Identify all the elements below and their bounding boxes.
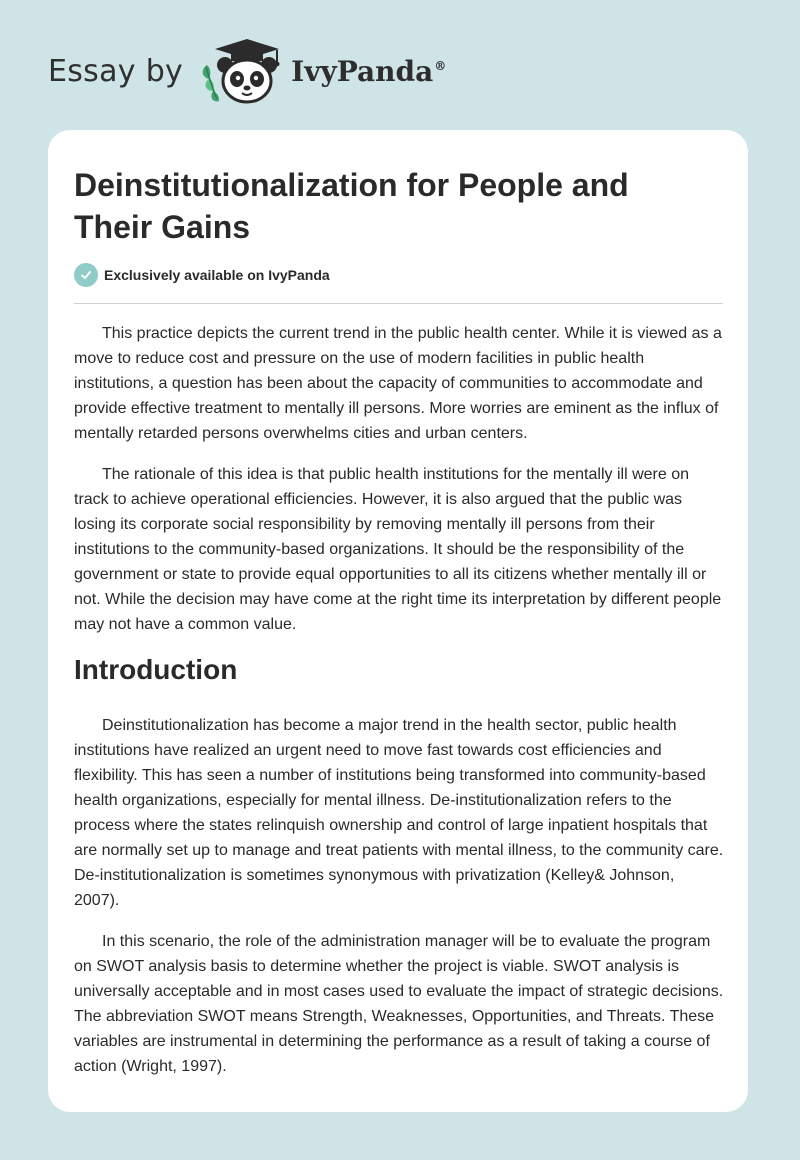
site-header (48, 36, 446, 106)
section-heading-introduction: Introduction (74, 654, 238, 685)
exclusive-label: Exclusively available on IvyPanda (104, 267, 330, 283)
essay-card (48, 130, 748, 1112)
paragraph: The rationale of this idea is that public health institutions for the mentally ill were on track to achieve operational efficiencies. However, it is also argued that the public was losing its corporate social responsibility by removing mentally ill persons from their institutions to the community-based organizations. It should be the responsibility of the government or state to provide equal opportunities to all its citizens whether mentally ill or not. While the decision may have come at the right time its interpretation by different people may not have a common value. (74, 466, 722, 633)
check-icon (74, 263, 98, 287)
paragraph: This practice depicts the current trend in the public health center. While it is viewed as a move to reduce cost and pressure on the use of modern facilities in public health institutions, a question has been about the capacity of communities to accommodate and provide effective treatment to mentally ill persons. More worries are eminent as the influx of mentally retarded persons overwhelms cities and urban centers. (74, 325, 722, 442)
essay-body (74, 321, 724, 1095)
page-title: Deinstitutionalization for People and Their Gains (74, 167, 629, 245)
divider (74, 303, 723, 304)
brand-name-text: IvyPanda (291, 54, 434, 88)
paragraph: In this scenario, the role of the administration manager will be to evaluate the program on SWOT analysis basis to determine whether the project is viable. SWOT analysis is universally acceptable and in most cases used to evaluate the impact of strategic decisions. The abbreviation SWOT means Strength, Weaknesses, Opportunities, and Threats. These variables are instrumental in determining the performance as a result of taking a course of action (Wright, 1997). (74, 933, 724, 1075)
paragraph: Deinstitutionalization has become a major trend in the health sector, public health institutions have realized an urgent need to move fast towards cost efficiencies and flexibility. This has seen a number of institutions being transformed into community-based health organizations, especially for mental illness. De-institutionalization refers to the process where the states relinquish ownership and control of large inpatient hospitals that are normally set up to manage and treat patients with mental illness, to the community care. De-institutionalization is sometimes synonymous with privatization (Kelley& Johnson, 2007). (74, 717, 724, 909)
exclusive-badge (74, 263, 330, 287)
brand-name[interactable] (291, 55, 446, 88)
registered-mark: ® (434, 59, 447, 74)
essay-by-label: Essay by (48, 53, 184, 89)
ivypanda-logo-icon[interactable] (197, 35, 287, 107)
